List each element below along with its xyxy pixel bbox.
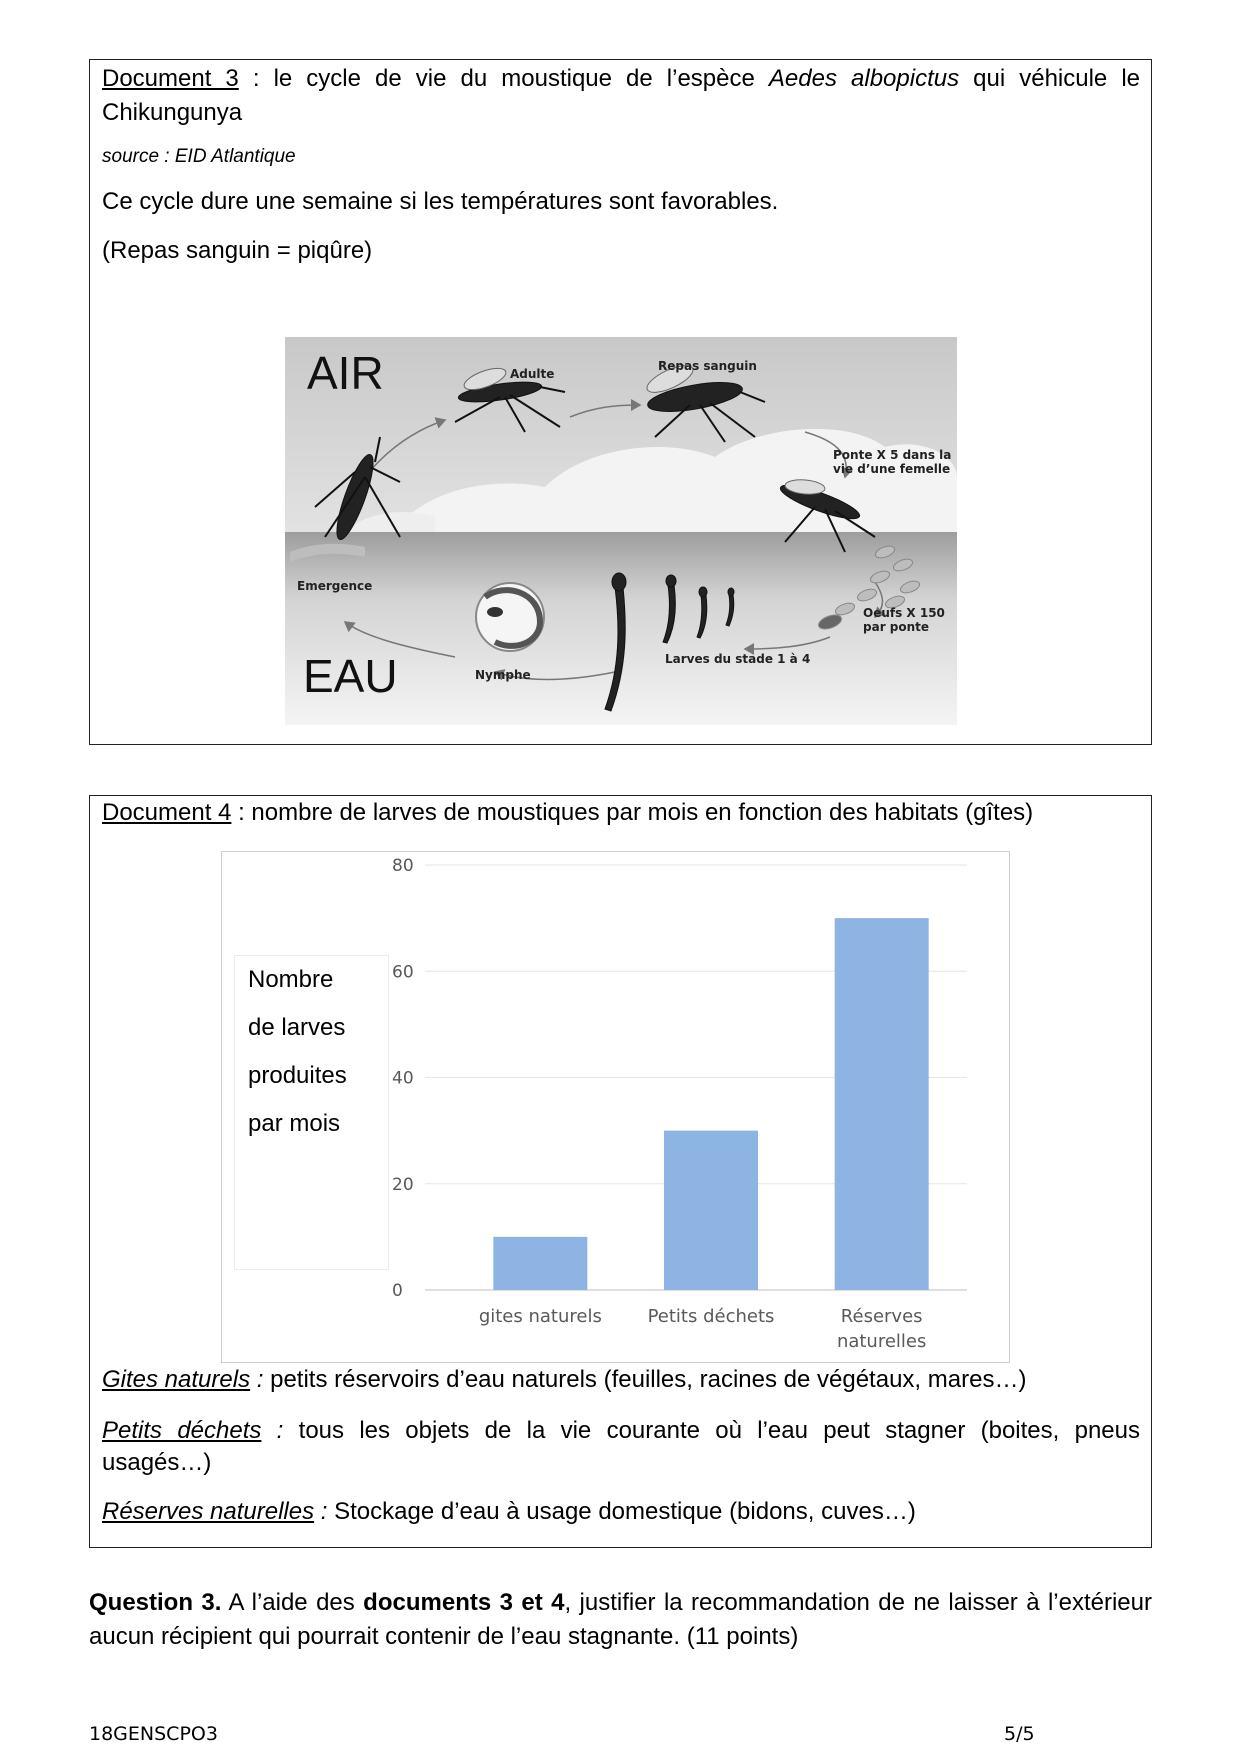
emergence-label: Emergence [297, 579, 373, 593]
oeufs-label-line2: par ponte [863, 620, 930, 634]
definition-2-text: tous les objets de la vie courante où l’eau peut stagner (boites, pneus [283, 1417, 1141, 1444]
document-3-sentence-2: (Repas sanguin = piqûre) [102, 237, 373, 264]
document-3-title: Document 3 : le cycle de vie du moustique de l’espèce Aedes albopictus qui véhicule le [102, 65, 1141, 92]
larves-label: Larves du stade 1 à 4 [665, 652, 811, 666]
definition-reserves-naturelles: Réserves naturelles : Stockage d’eau à usage domestique (bidons, cuves…) [102, 1498, 916, 1525]
oeufs-label-line1: Oeufs X 150 [863, 606, 945, 620]
chart-frame [221, 851, 1010, 1363]
y-label-line-4: par mois [248, 1110, 341, 1137]
document-3-sentence-1: Ce cycle dure une semaine si les températures sont favorables. [102, 188, 779, 215]
document-3-title-line2: Chikungunya [102, 99, 243, 126]
bar [493, 1237, 587, 1290]
definition-gites-naturels: Gites naturels : petits réservoirs d’eau naturels (feuilles, racines de végétaux, mares…) [102, 1366, 1027, 1393]
footer-code: 18GENSCPO3 [89, 1723, 218, 1745]
bar-chart [222, 852, 1008, 1361]
y-label-line-3: produites [248, 1062, 347, 1089]
y-label-line-2: de larves [248, 1014, 346, 1041]
document-3-source: source : EID Atlantique [102, 146, 296, 167]
document-4-title: Document 4 : nombre de larves de moustiques par mois en fonction des habitats (gîtes) [102, 799, 1034, 826]
y-tick-label: 40 [392, 1068, 414, 1089]
mosquito-life-cycle-illustration [285, 337, 957, 725]
eau-label: EAU [303, 650, 398, 702]
definition-3-term: Réserves naturelles [102, 1498, 315, 1525]
definition-1-text: petits réservoirs d’eau naturels (feuilles, racines de végétaux, mares…) [263, 1366, 1027, 1393]
bar [664, 1131, 758, 1290]
y-tick-label: 0 [392, 1281, 403, 1301]
question-label: Question 3. [89, 1589, 222, 1616]
x-tick-label: gites naturels [478, 1306, 602, 1327]
question-3-line2: aucun récipient qui pourrait contenir de l’eau stagnante. (11 points) [89, 1623, 799, 1650]
y-tick-label: 80 [392, 856, 414, 876]
y-label-line-1: Nombre [248, 966, 334, 993]
footer-page-number: 5/5 [1004, 1723, 1035, 1745]
document-4-frame [89, 795, 1152, 1548]
x-tick-label: Réserves [840, 1306, 923, 1327]
adulte-label: Adulte [510, 367, 555, 381]
definition-1-term: Gites naturels [102, 1366, 251, 1393]
air-label: AIR [307, 347, 384, 399]
question-3: Question 3. A l’aide des documents 3 et 4, justifier la recommandation de ne laisser à l’extérieur [89, 1589, 1152, 1616]
repas-sanguin-label: Repas sanguin [658, 359, 757, 373]
definition-2-term: Petits déchets [102, 1417, 262, 1444]
y-tick-label: 20 [392, 1174, 414, 1195]
x-tick-label: Petits déchets [647, 1306, 775, 1327]
definition-2-line2: usagés…) [102, 1449, 212, 1476]
definition-petits-dechets: Petits déchets : tous les objets de la vie courante où l’eau peut stagner (boites, pneus [102, 1417, 1141, 1444]
ponte-label-line1: Ponte X 5 dans la [833, 448, 952, 462]
definition-3-text: Stockage d’eau à usage domestique (bidons, cuves…) [327, 1498, 916, 1525]
x-tick-label: naturelles [836, 1331, 927, 1352]
document-4-label: Document 4 [102, 799, 232, 826]
document-3-frame [89, 59, 1152, 745]
document-3-label: Document 3 [102, 65, 239, 92]
y-tick-label: 60 [392, 962, 414, 983]
nymphe-label: Nymphe [475, 668, 531, 682]
nymphe-icon [476, 583, 544, 651]
bar [835, 918, 929, 1290]
ponte-label-line2: vie d’une femelle [833, 462, 951, 476]
